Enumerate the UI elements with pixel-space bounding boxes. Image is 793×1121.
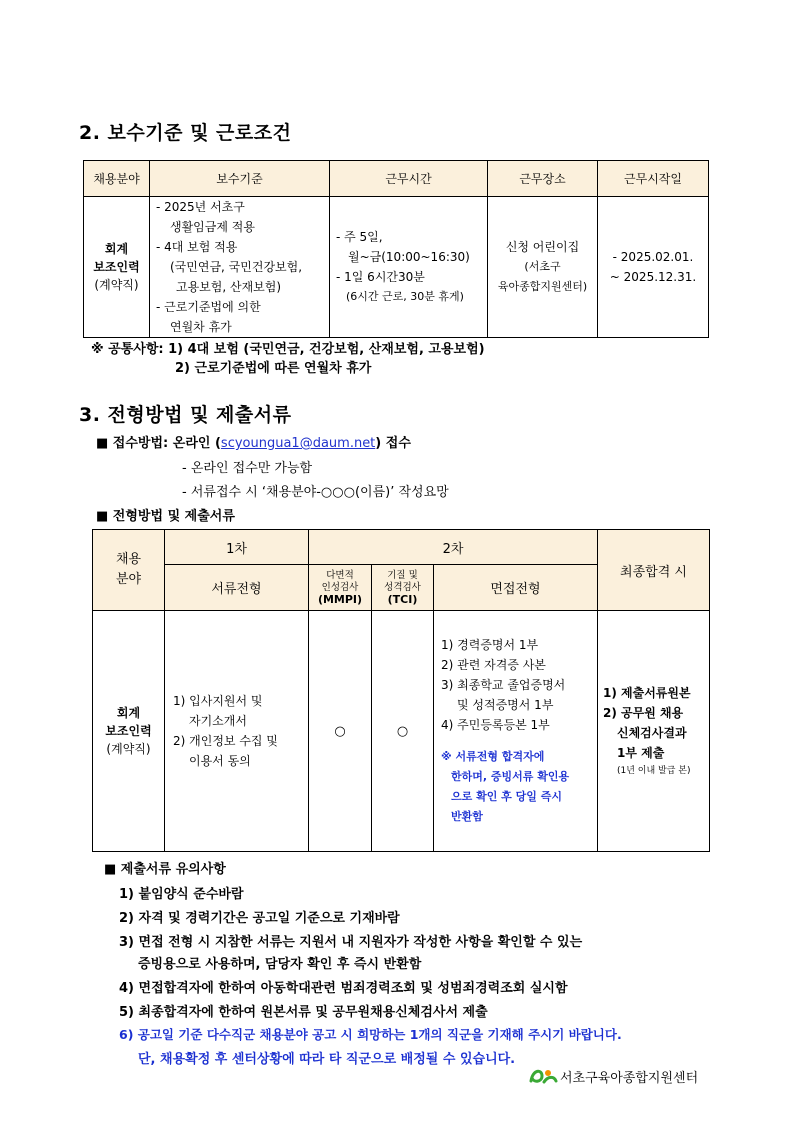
header-place: 근무장소 — [488, 161, 598, 197]
interview-header: 면접전형 — [434, 565, 598, 611]
pay-line: 고용보험, 산재보험) — [176, 280, 282, 294]
interview-note-line: 반환함 — [451, 810, 483, 823]
org-logo-icon — [528, 1066, 558, 1086]
field-line: 회계 — [116, 706, 141, 720]
caution-item-6-line2: 단, 채용확정 후 센터상황에 따라 타 직군으로 배정될 수 있습니다. — [138, 1052, 516, 1067]
final-note: (1년 이내 발급 본) — [617, 766, 691, 776]
apply-prefix: ■ 접수방법: 온라인 ( — [96, 436, 221, 451]
final-cell — [598, 611, 710, 852]
interview-line: 3) 최종학교 졸업증명서 — [441, 678, 566, 692]
interview-note-line: 으로 확인 후 당일 즉시 — [451, 790, 562, 803]
section2-title: 2. 보수기준 및 근로조건 — [79, 122, 292, 144]
final-line: 1부 제출 — [617, 746, 665, 760]
start-line: ~ 2025.12.31. — [609, 270, 697, 284]
final-line: 신체검사결과 — [617, 726, 687, 740]
field-cell — [93, 611, 165, 852]
interview-line: 2) 관련 자격증 사본 — [441, 658, 546, 672]
interview-line: 및 성적증명서 1부 — [457, 698, 554, 712]
selection-table — [92, 529, 710, 852]
hours-line: - 1일 6시간30분 — [336, 270, 425, 284]
caution-item: 1) 붙임양식 준수바람 — [119, 887, 244, 902]
apply-suffix: ) 접수 — [375, 436, 411, 451]
apply-email-link[interactable]: scyoungua1@daum.net — [220, 436, 376, 451]
field-header — [93, 530, 165, 611]
field-line: 보조인력 — [105, 724, 152, 738]
final-line: 1) 제출서류원본 — [603, 686, 691, 700]
final-header: 최종합격 시 — [598, 530, 710, 611]
mmpi-line: 다면적 — [326, 569, 354, 581]
field-header-line: 채용 — [115, 552, 142, 567]
interview-line: 4) 주민등록등본 1부 — [441, 718, 550, 732]
caution-item-6-line1: 6) 공고일 기준 다수직군 채용분야 공고 시 희망하는 1개의 직군을 기재해 주시기 바랍니다. — [119, 1027, 622, 1042]
final-line: 2) 공무원 채용 — [603, 706, 684, 720]
pay-line: - 근로기준법에 의한 — [156, 300, 261, 314]
place-line: 신청 어린이집 — [505, 240, 580, 254]
apply-sub1: - 온라인 접수만 가능함 — [182, 461, 313, 476]
field-line: (계약직) — [94, 278, 139, 292]
common-note-line2: 2) 근로기준법에 따른 연월차 휴가 — [175, 361, 372, 376]
field-line: 보조인력 — [93, 260, 140, 274]
place-cell — [488, 197, 598, 338]
place-line: 육아종합지원센터) — [497, 280, 588, 293]
mmpi-line: 인성검사 — [321, 581, 359, 593]
pay-cell — [150, 197, 330, 338]
tci-line: (TCI) — [387, 592, 418, 606]
hours-line: (6시간 근로, 30분 휴게) — [346, 290, 464, 303]
method-title: ■ 전형방법 및 제출서류 — [96, 509, 235, 524]
caution-title: ■ 제출서류 유의사항 — [104, 862, 226, 877]
pay-line: 연월차 휴가 — [170, 320, 232, 334]
docs-line: 1) 입사지원서 및 — [173, 694, 263, 708]
apply-sub2: - 서류접수 시 ‘채용분야-○○○(이름)’ 작성요망 — [182, 485, 449, 500]
start-cell — [598, 197, 709, 338]
docs-line: 이용서 동의 — [189, 754, 251, 768]
caution-item: 5) 최종합격자에 한하여 원본서류 및 공무원채용신체검사서 제출 — [119, 1005, 488, 1020]
field-line: 회계 — [104, 242, 129, 256]
mmpi-header — [309, 565, 372, 611]
docs-cell — [165, 611, 309, 852]
pay-line: - 4대 보험 적용 — [156, 240, 238, 254]
round2-header: 2차 — [309, 530, 598, 565]
header-hours: 근무시간 — [330, 161, 488, 197]
interview-note-line: 한하며, 증빙서류 확인용 — [451, 770, 570, 783]
apply-method — [96, 432, 411, 451]
field-cell — [84, 197, 150, 338]
interview-note-line: ※ 서류전형 합격자에 — [441, 750, 545, 763]
caution-item: 2) 자격 및 경력기간은 공고일 기준으로 기재바람 — [119, 911, 400, 926]
footer-logo — [528, 1066, 698, 1086]
header-field: 채용분야 — [84, 161, 150, 197]
docs-line: 자기소개서 — [189, 714, 247, 728]
doc-screen-header: 서류전형 — [165, 565, 309, 611]
pay-line: - 2025년 서초구 — [156, 200, 245, 214]
docs-line: 2) 개인정보 수집 및 — [173, 734, 278, 748]
pay-conditions-table — [83, 160, 709, 338]
caution-item: 4) 면접합격자에 한하여 아동학대관련 범죄경력조회 및 성범죄경력조회 실시함 — [119, 981, 568, 996]
hours-cell — [330, 197, 488, 338]
caution-item: 3) 면접 전형 시 지참한 서류는 지원서 내 지원자가 작성한 사항을 확인할 수 있는 — [119, 935, 583, 950]
hours-line: 월~금(10:00~16:30) — [348, 250, 470, 264]
start-line: - 2025.02.01. — [612, 250, 694, 264]
pay-line: 생활임금제 적용 — [170, 220, 255, 234]
interview-cell — [434, 611, 598, 852]
tci-line: 성격검사 — [384, 581, 421, 593]
round1-header: 1차 — [165, 530, 309, 565]
mmpi-line: (MMPI) — [317, 592, 363, 606]
mmpi-mark: ○ — [309, 611, 372, 852]
caution-item: 증빙용으로 사용하며, 담당자 확인 후 즉시 반환함 — [138, 957, 422, 972]
pay-line: (국민연금, 국민건강보험, — [170, 260, 303, 274]
section3-title: 3. 전형방법 및 제출서류 — [79, 404, 292, 426]
header-start: 근무시작일 — [598, 161, 709, 197]
footer-org-name: 서초구육아종합지원센터 — [560, 1070, 699, 1086]
tci-line: 기질 및 — [387, 569, 418, 581]
place-line: (서초구 — [524, 260, 561, 273]
header-pay: 보수기준 — [150, 161, 330, 197]
hours-line: - 주 5일, — [336, 230, 383, 244]
common-note-line1: ※ 공통사항: 1) 4대 보험 (국민연금, 건강보험, 산재보험, 고용보험) — [91, 342, 485, 357]
field-header-line: 분야 — [115, 572, 142, 587]
interview-line: 1) 경력증명서 1부 — [441, 638, 539, 652]
field-line: (계약직) — [106, 742, 151, 756]
tci-header — [372, 565, 434, 611]
tci-mark: ○ — [372, 611, 434, 852]
